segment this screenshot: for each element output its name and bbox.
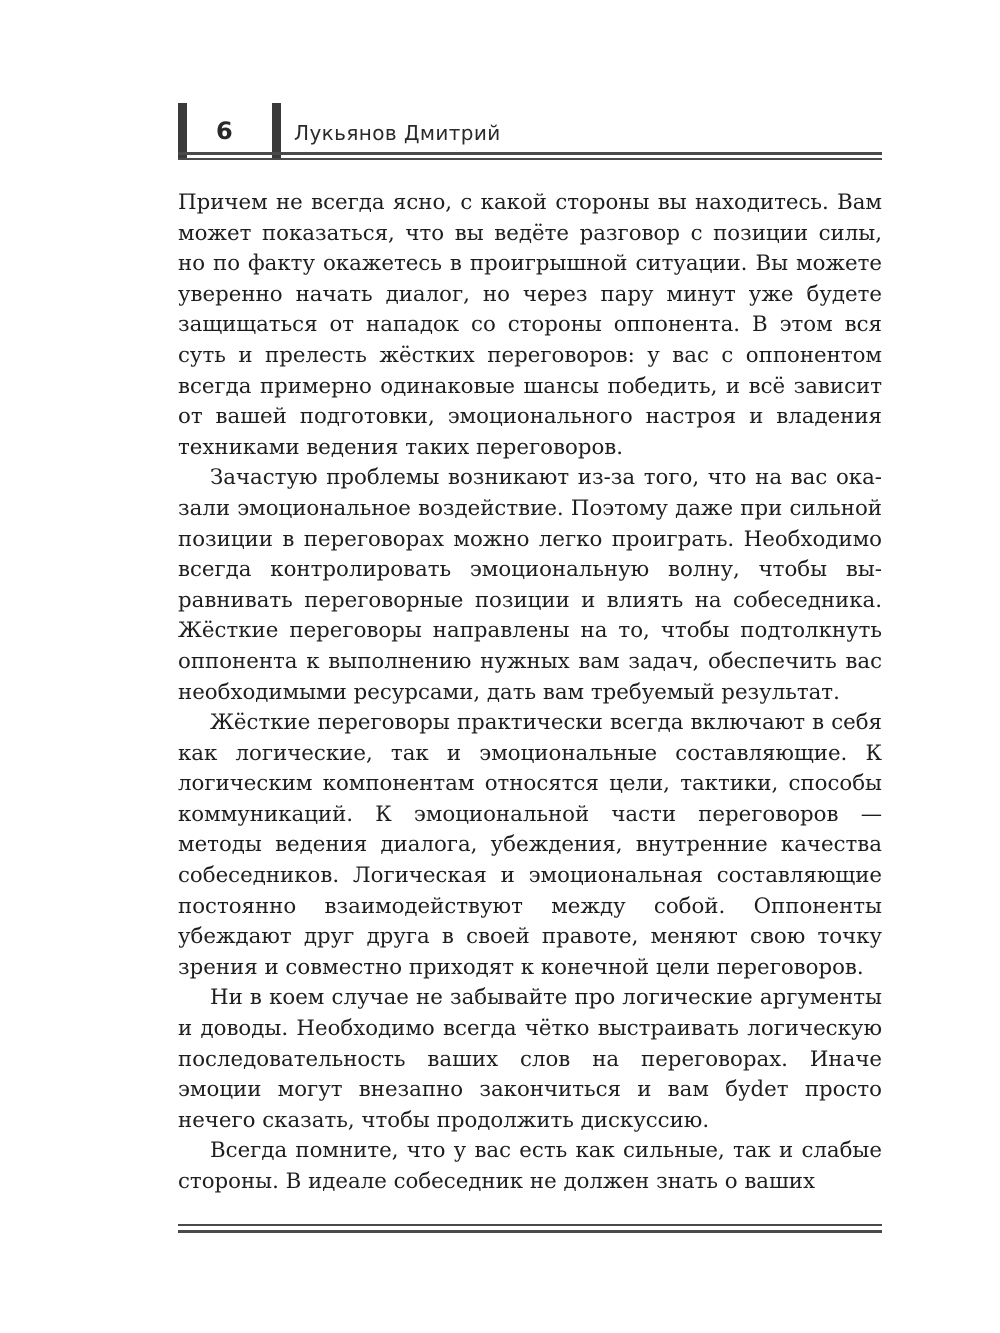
footer-rule-top xyxy=(178,1224,882,1226)
page-number: 6 xyxy=(216,117,233,145)
header-rule-bottom xyxy=(178,158,882,160)
paragraph: Причем не всегда ясно, с какой стороны вы находитесь. Вам может показаться, что вы ведёте разговор с позиции силы, но по факту окажетесь в проигрышной ситуации. Вы можете уверенно начать диалог, но через пару минут уже будете защищаться от нападок со стороны оппонента. В этом вся суть и прелесть жёстких переговоров: у вас с оппонентом всегда примерно одинаковые шансы победить, и всё зависит от вашей подготовки, эмоционального настроя и владения техниками ведения таких переговоров. xyxy=(178,190,882,460)
paragraph: Всегда помните, что у вас есть как сильные, так и слабые стороны. В идеале собеседник не должен знать о ваших xyxy=(178,1138,882,1194)
header-divider-bar xyxy=(272,103,281,159)
footer-rule-bottom xyxy=(178,1230,882,1233)
paragraph: Ни в коем случае не забывайте про логические аргументы и доводы. Необходимо всегда чётко выстраивать логическую последовательность ваших слов на переговорах. Иначе эмоции могут внезапно закончиться и вам буdет просто нечего сказать, чтобы продолжить дискуссию. xyxy=(178,985,882,1133)
header-left-bar xyxy=(178,103,187,159)
paragraph: Зачастую проблемы возникают из-за того, что на вас оказали эмоциональное воздействие. Поэтому даже при сильной позиции в переговорах можно легко проиграть. Необходимо всегда контролировать эмоциональную волну, чтобы выравнивать переговорные позиции и влиять на собеседника. Жёсткие переговоры направлены на то, чтобы подтолкнуть оппонента к выполнению нужных вам задач, обеспечить вас необходимыми ресурсами, дать вам требуемый результат. xyxy=(178,465,882,705)
running-head-author: Лукьянов Дмитрий xyxy=(294,121,501,145)
paragraph: Жёсткие переговоры практически всегда включают в себя как логические, так и эмоциональные составляющие. К логическим компонентам относятся цели, тактики, способы коммуникаций. К эмоциональной части переговоров — методы ведения диалога, убеждения, внутренние качества собеседников. Логическая и эмоциональная составляющие постоянно взаимодействуют между собой. Оппоненты убеждают друг друга в своей правоте, меняют свою точку зрения и совместно приходят к конечной цели переговоров. xyxy=(178,710,882,980)
body-text xyxy=(178,188,882,1198)
header-rule-top xyxy=(178,152,882,155)
